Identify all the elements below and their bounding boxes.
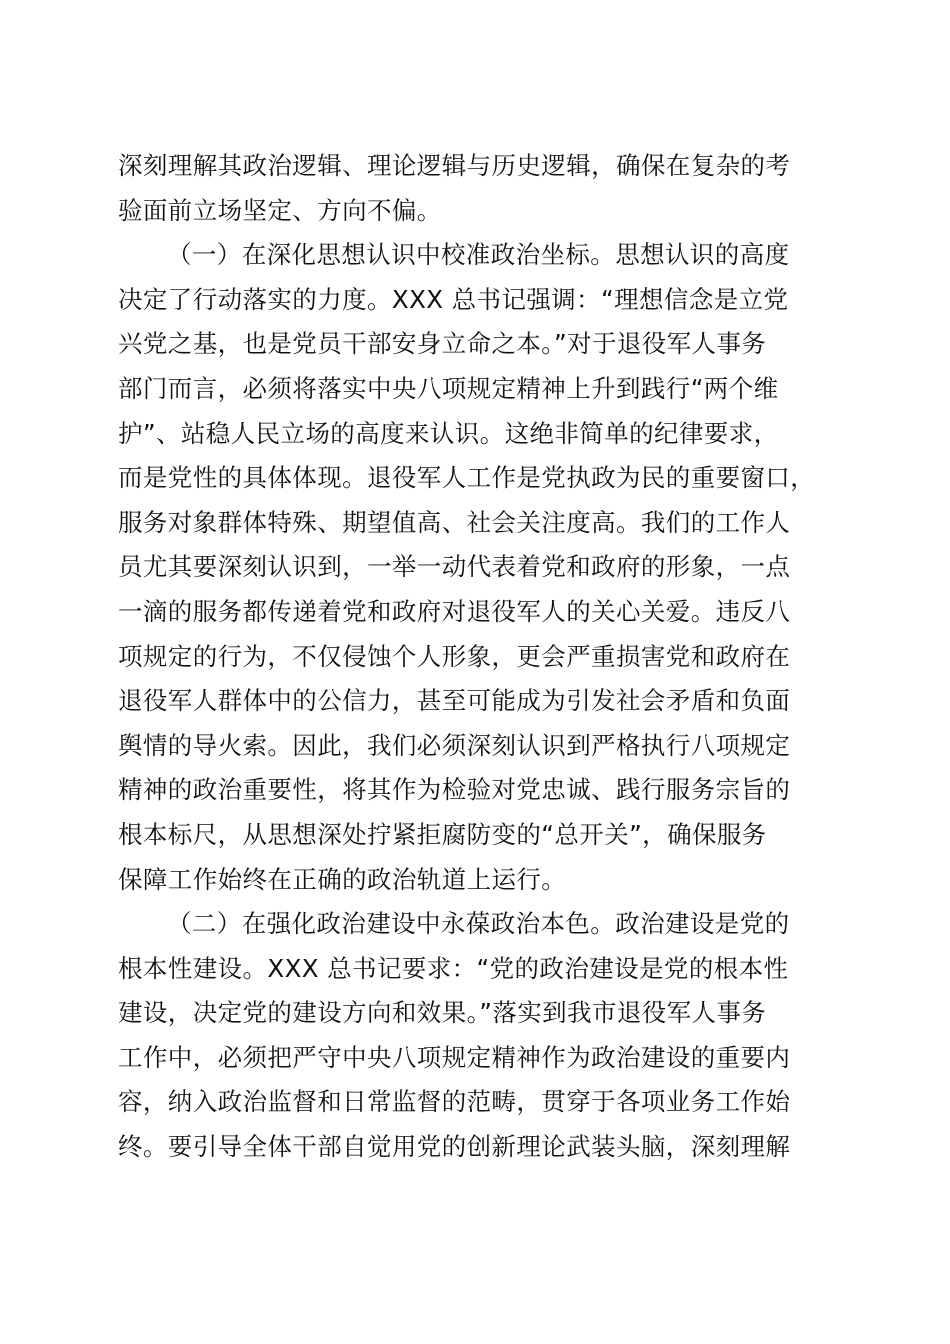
text-line: 兴党之基，也是党员干部安身立命之本。”对于退役军人事务: [118, 329, 767, 359]
text-line: 工作中，必须把严守中央八项规定精神作为政治建设的重要内: [118, 1042, 791, 1072]
text-line: 项规定的行为，不仅侵蚀个人形象，更会严重损害党和政府在: [118, 641, 791, 671]
text-line: 护”、站稳人民立场的高度来认识。这绝非简单的纪律要求，: [118, 418, 779, 448]
text-line: 深刻理解其政治逻辑、理论逻辑与历史逻辑，确保在复杂的考: [118, 151, 791, 180]
text-line: 建设，决定党的建设方向和效果。”落实到我市退役军人事务: [118, 998, 767, 1028]
text-line: 终。要引导全体干部自觉用党的创新理论武装头脑，深刻理解: [118, 1132, 791, 1162]
section-heading-line: （二）在强化政治建设中永葆政治本色。政治建设是党的: [167, 909, 790, 939]
text-line: 部门而言，必须将落实中央八项规定精神上升到践行“两个维: [118, 373, 779, 403]
text-line: 服务对象群体特殊、期望值高、社会关注度高。我们的工作人: [118, 507, 791, 537]
text-line: 而是党性的具体体现。退役军人工作是党执政为民的重要窗口，: [118, 463, 816, 493]
text-line: 根本性建设。XXX 总书记要求：“党的政治建设是党的根本性: [118, 953, 789, 983]
text-line: 根本标尺，从思想深处拧紧拒腐防变的“总开关”，确保服务: [118, 819, 767, 849]
text-line: 验面前立场坚定、方向不偏。: [118, 195, 442, 225]
text-line: 精神的政治重要性，将其作为检验对党忠诚、践行服务宗旨的: [118, 775, 791, 805]
document-body: [118, 144, 834, 1170]
text-line: 员尤其要深刻认识到，一举一动代表着党和政府的形象，一点: [118, 552, 791, 582]
text-line: 退役军人群体中的公信力，甚至可能成为引发社会矛盾和负面: [118, 686, 791, 716]
section-heading-line: （一）在深化思想认识中校准政治坐标。思想认识的高度: [167, 240, 790, 270]
text-line: 保障工作始终在正确的政治轨道上运行。: [118, 864, 567, 894]
text-line: 一滴的服务都传递着党和政府对退役军人的关心关爱。违反八: [118, 596, 791, 626]
text-line: 容，纳入政治监督和日常监督的范畴，贯穿于各项业务工作始: [118, 1087, 791, 1117]
text-line: 决定了行动落实的力度。XXX 总书记强调：“理想信念是立党: [118, 284, 789, 314]
text-line: 舆情的导火索。因此，我们必须深刻认识到严格执行八项规定: [118, 730, 791, 760]
